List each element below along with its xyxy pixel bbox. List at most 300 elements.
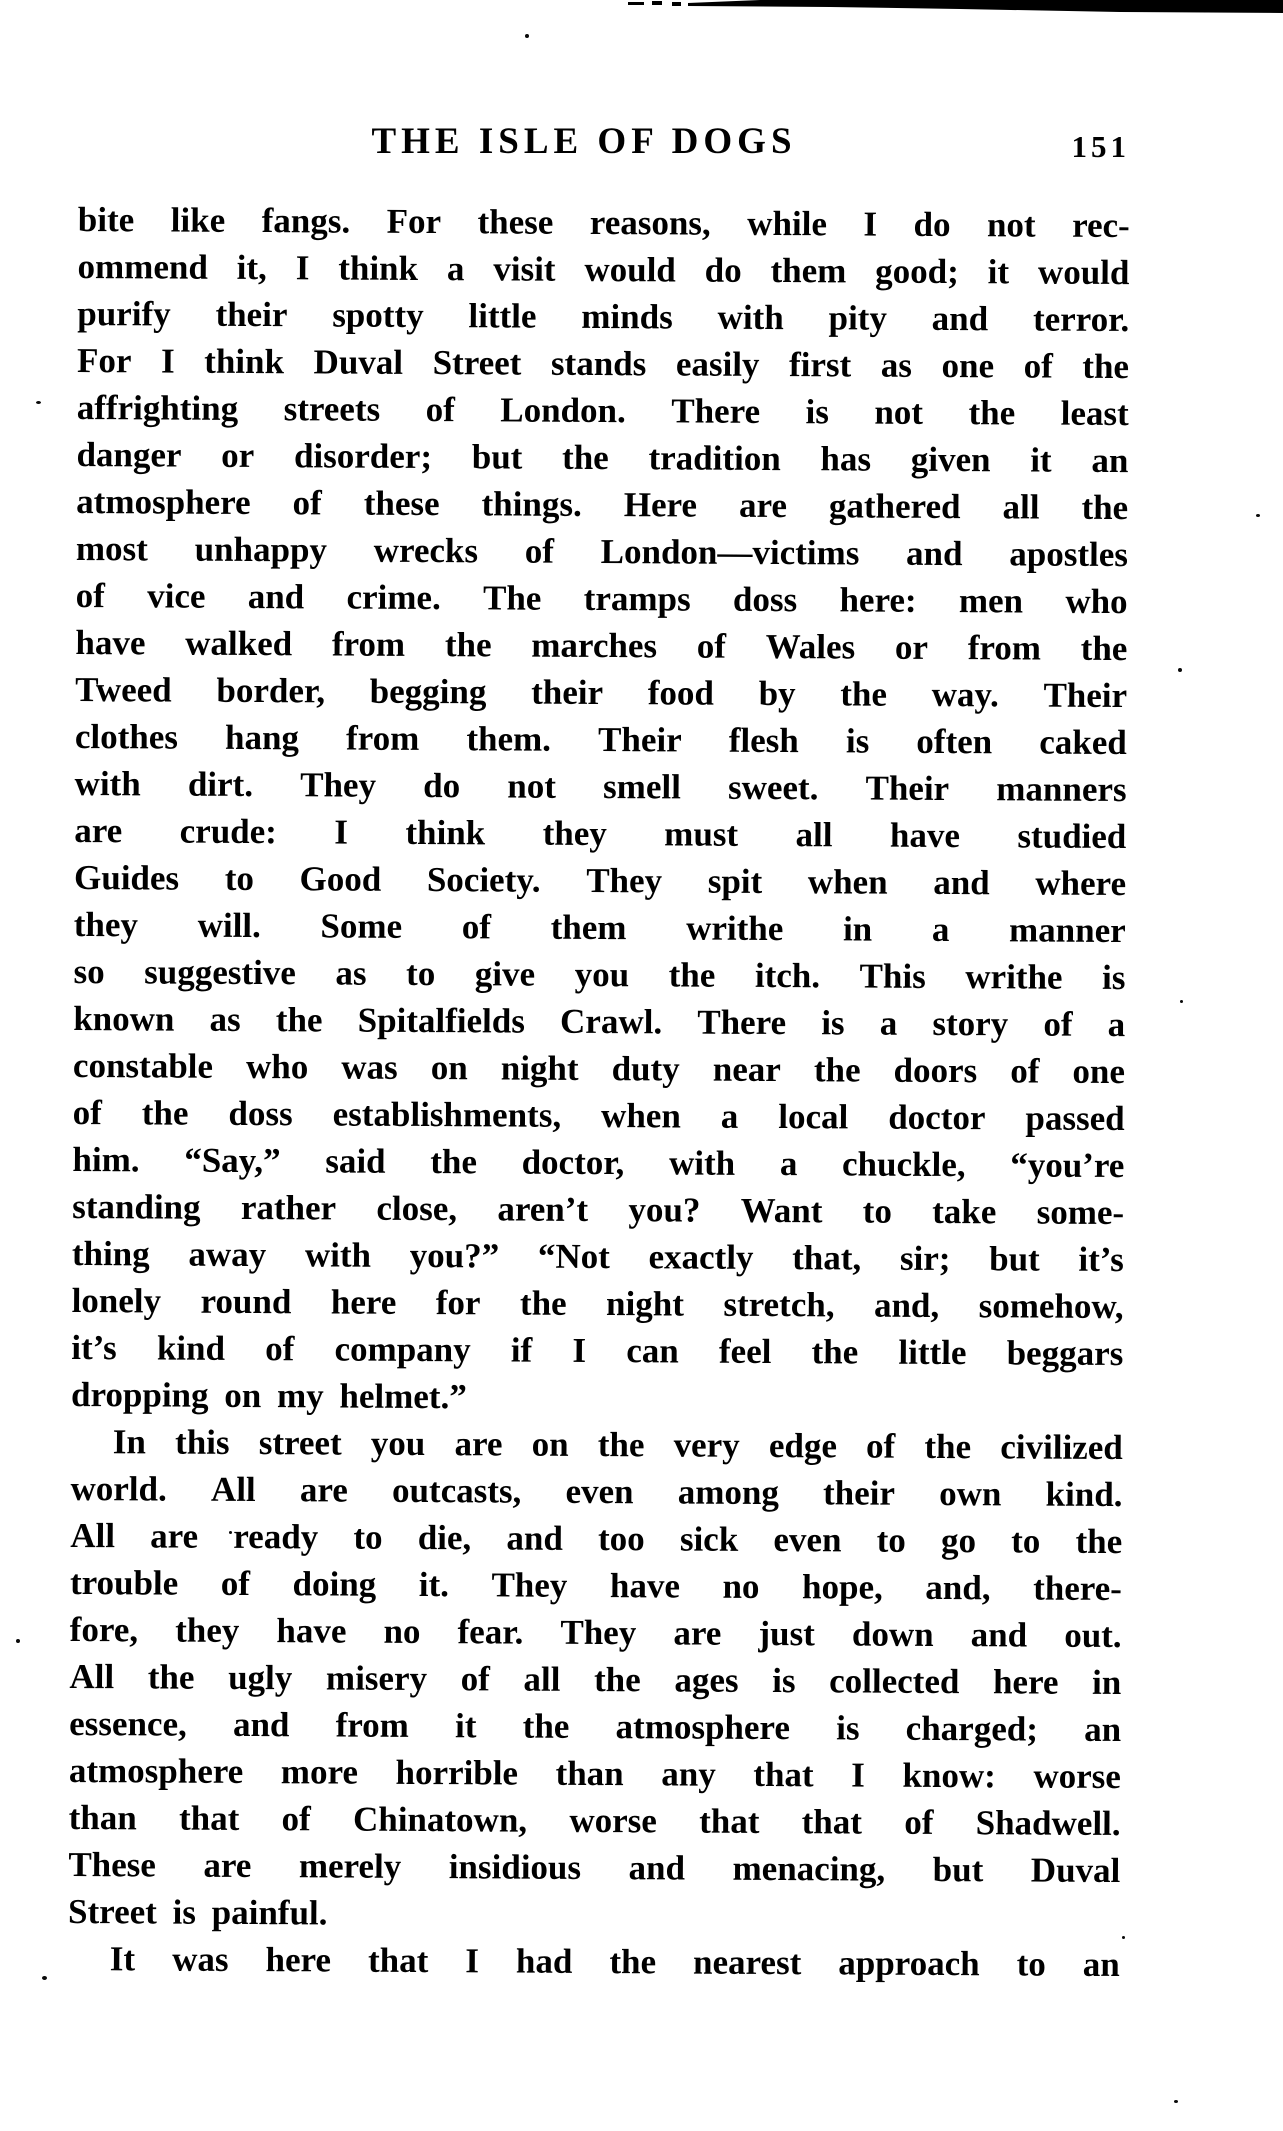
word: suggestive [144, 952, 296, 993]
word: charged; [905, 1708, 1039, 1749]
word: somehow, [978, 1286, 1124, 1327]
word: down [851, 1614, 934, 1654]
word: them [770, 250, 847, 291]
word: crime. [346, 577, 441, 618]
word: Duval [313, 342, 404, 382]
body-line [72, 1277, 1124, 1330]
word: must [664, 814, 739, 854]
word: one [1072, 1051, 1126, 1092]
word: you? [628, 1190, 701, 1230]
word: in [1092, 1662, 1122, 1703]
word: think [338, 248, 419, 288]
body-line [78, 196, 1130, 249]
word: are [203, 1845, 252, 1886]
word: do [704, 250, 742, 290]
word: that [367, 1940, 429, 1981]
word: can [626, 1331, 679, 1371]
word: it [987, 252, 1010, 292]
word: it [455, 1706, 477, 1746]
word: the [430, 1142, 478, 1182]
word: All [210, 1469, 256, 1510]
word: not [986, 205, 1036, 245]
word: than [555, 1753, 624, 1794]
word: but [932, 1849, 984, 1890]
word: is [1101, 957, 1126, 998]
word: out. [1064, 1615, 1122, 1656]
word: know: [902, 1755, 996, 1796]
word: Their [1043, 675, 1128, 716]
word: story [932, 1003, 1009, 1044]
word: from [335, 1705, 410, 1745]
word: disorder; [293, 436, 433, 477]
word: would [584, 249, 676, 290]
word: than [68, 1797, 137, 1838]
word: on [531, 1424, 569, 1464]
word: the [597, 1425, 645, 1465]
word: manner [1008, 910, 1126, 951]
word: of [265, 1329, 295, 1369]
word: kind [156, 1328, 226, 1368]
word: crude: [179, 811, 278, 852]
word: all [523, 1659, 561, 1699]
word: way. [931, 674, 999, 715]
word: among [677, 1472, 780, 1513]
word: on [430, 1048, 468, 1088]
body-line [71, 1418, 1123, 1471]
word: who [245, 1046, 309, 1087]
word: have [609, 1566, 681, 1606]
body-line [77, 243, 1129, 296]
word: any [661, 1754, 716, 1794]
word: the [924, 1426, 972, 1467]
word: a [1107, 1004, 1126, 1045]
word: border, [216, 670, 326, 711]
word: atmosphere [68, 1750, 244, 1791]
word: the [1080, 628, 1128, 669]
word: the [1082, 346, 1130, 387]
word: For [386, 201, 442, 242]
word: worse [1033, 1756, 1122, 1797]
word: constable [72, 1045, 214, 1086]
word: that [699, 1801, 760, 1841]
word: are [738, 485, 788, 526]
word: from [967, 628, 1042, 668]
word: them [550, 907, 627, 948]
word: it [1030, 440, 1052, 480]
word: I [863, 204, 878, 244]
page-header [78, 120, 1130, 176]
word: with [74, 763, 141, 804]
word: Wales [765, 626, 856, 667]
word: stands [550, 343, 647, 384]
body-line [76, 525, 1128, 578]
body-line [68, 1935, 1120, 1988]
word: very [673, 1425, 740, 1465]
word: apostles [1009, 534, 1129, 575]
scan-speck [1180, 1000, 1183, 1003]
word: close, [376, 1188, 458, 1229]
word: with [717, 297, 784, 338]
body-line [75, 713, 1127, 766]
word: as [335, 953, 367, 993]
word: of [72, 1092, 102, 1133]
word: here [330, 1282, 397, 1322]
word: and [506, 1518, 563, 1558]
scan-artifact-top-streak [0, 0, 1283, 16]
word: tramps [583, 578, 691, 619]
scan-speck [1178, 668, 1182, 672]
word: near [712, 1049, 781, 1090]
body-line [69, 1747, 1121, 1800]
word: duty [611, 1049, 680, 1089]
word: these [477, 202, 554, 242]
word: little [468, 296, 537, 336]
word: have [75, 622, 146, 663]
scan-speck [36, 401, 41, 404]
word: the [811, 1332, 859, 1372]
word: is [772, 1661, 796, 1701]
word: the [519, 1283, 567, 1323]
word: ages [674, 1660, 739, 1700]
word: marches [531, 625, 658, 666]
body-line [75, 666, 1127, 719]
word: for [435, 1283, 481, 1323]
word: will. [197, 905, 261, 946]
word: All [69, 1656, 115, 1697]
word: horrible [395, 1752, 519, 1793]
word: I [851, 1755, 865, 1795]
word: do [913, 204, 951, 245]
word: menacing, [732, 1848, 886, 1889]
word: misery [325, 1658, 428, 1699]
word: are [673, 1613, 722, 1653]
word: hope, [801, 1567, 883, 1607]
word: one [941, 345, 995, 386]
word: of [524, 531, 555, 571]
word: you [574, 954, 630, 995]
word: or [894, 627, 929, 667]
word: a [879, 1003, 898, 1043]
word: of [425, 390, 455, 430]
word: merely [298, 1846, 402, 1886]
word: doors [893, 1050, 978, 1091]
word: spit [707, 861, 763, 901]
word: Crawl. [559, 1001, 663, 1042]
body-line [69, 1700, 1121, 1753]
word: worse [569, 1800, 657, 1841]
word: even [773, 1520, 842, 1560]
word: a [720, 1096, 739, 1136]
word: are [74, 810, 123, 851]
body-line [72, 1183, 1124, 1236]
word: wrecks [373, 530, 479, 571]
word: doctor, [521, 1142, 625, 1183]
word: their [822, 1473, 896, 1513]
word: Some [320, 906, 403, 946]
word: bite [77, 199, 135, 240]
word: but [471, 437, 523, 477]
running-title: THE ISLE OF DOGS [371, 121, 797, 162]
word: to [224, 858, 255, 899]
word: or [221, 435, 255, 476]
word: danger [76, 434, 182, 475]
word: die, [417, 1517, 472, 1558]
page-number: 151 [1071, 129, 1130, 164]
word: spotty [332, 295, 424, 335]
word: caked [1039, 722, 1127, 763]
word: kind. [1045, 1474, 1123, 1515]
word: that [801, 1802, 863, 1842]
word: studied [1017, 816, 1127, 857]
word: is [805, 392, 830, 432]
word: the [668, 955, 716, 995]
word: to [1011, 1521, 1041, 1561]
word: of [1010, 1051, 1040, 1091]
body-line [76, 431, 1128, 484]
word: doctor [888, 1097, 986, 1138]
word: terror. [1032, 299, 1130, 340]
word: There [671, 391, 761, 431]
word: a [779, 1144, 798, 1184]
word: a [446, 249, 465, 289]
word: London—victims [600, 532, 860, 573]
word: if [510, 1330, 533, 1370]
word: thing [71, 1233, 150, 1274]
word: own [939, 1473, 1002, 1514]
word: here [992, 1662, 1059, 1702]
word: this [174, 1422, 230, 1462]
word: approach [838, 1943, 980, 1984]
word: manners [996, 769, 1127, 810]
word: that [178, 1798, 240, 1838]
word: outcasts, [391, 1470, 522, 1511]
word: beggars [1006, 1333, 1124, 1374]
scan-speck [1122, 1936, 1125, 1939]
word: of [461, 907, 492, 947]
word: most [75, 528, 149, 569]
word: vice [147, 576, 206, 616]
word: sir; [899, 1238, 951, 1279]
word: aren’t [497, 1189, 589, 1229]
word: unhappy [194, 529, 328, 570]
word: to [1016, 1944, 1046, 1984]
word: have [889, 815, 961, 856]
word: are [299, 1470, 348, 1510]
word: Here [623, 485, 698, 525]
word: have [276, 1611, 347, 1651]
word: when [807, 862, 888, 902]
word: trouble [69, 1562, 179, 1603]
word: insidious [448, 1847, 582, 1887]
word: streets [283, 389, 381, 429]
word: from [331, 624, 406, 664]
word: their [531, 672, 604, 713]
word: of [904, 1802, 934, 1842]
word: first [788, 345, 852, 385]
word: the [840, 674, 888, 714]
word: They [300, 765, 377, 805]
word: of [292, 483, 322, 523]
word: Spitalfields [357, 1000, 526, 1041]
word: world. [70, 1468, 167, 1509]
word: writhe [965, 957, 1063, 997]
word: that, [792, 1238, 862, 1278]
word: walked [185, 623, 293, 664]
body-line [73, 1042, 1125, 1095]
word: round [200, 1281, 292, 1322]
word: has [820, 439, 872, 479]
word: the [1075, 1521, 1123, 1562]
word: and [906, 533, 963, 574]
word: exactly [648, 1237, 754, 1277]
word: collected [829, 1661, 960, 1702]
word: Guides [73, 857, 180, 898]
word: the [968, 393, 1016, 433]
word: is [836, 1708, 860, 1748]
word: while [747, 203, 828, 244]
word: when [601, 1096, 681, 1136]
word: ommend [77, 246, 208, 287]
word: they [73, 904, 139, 945]
word: and [247, 576, 305, 617]
word: to [876, 1520, 906, 1560]
word: that [753, 1754, 814, 1795]
word: I [295, 248, 310, 288]
word: had [515, 1941, 573, 1981]
word: all [795, 815, 833, 855]
word: pity [828, 298, 888, 338]
body-line [69, 1653, 1121, 1706]
scan-speck [16, 1639, 20, 1643]
word: by [758, 673, 796, 714]
word: an [1082, 1944, 1120, 1985]
word: Tweed [75, 669, 172, 710]
word: gathered [828, 486, 961, 527]
word: would [1037, 252, 1130, 293]
word: things. [481, 484, 582, 524]
word: the [141, 1093, 189, 1133]
word: given [910, 439, 991, 480]
word: and, [873, 1285, 940, 1325]
scan-speck [42, 1976, 47, 1980]
body-line [70, 1606, 1122, 1659]
word: was [341, 1047, 398, 1087]
word: atmosphere [76, 481, 251, 522]
word: “you’re [1010, 1145, 1125, 1186]
word: often [916, 721, 993, 762]
body-line [70, 1465, 1122, 1518]
word: no [383, 1611, 421, 1651]
word: chuckle, [841, 1144, 966, 1185]
word: too [597, 1519, 645, 1559]
word: was [172, 1939, 229, 1979]
word: London. [500, 390, 626, 431]
word: more [280, 1752, 359, 1792]
word: rather [240, 1187, 337, 1228]
body-line [72, 1136, 1124, 1189]
word: the [444, 625, 492, 665]
word: establishments, [332, 1094, 562, 1135]
word: feel [718, 1331, 772, 1372]
word: hang [224, 717, 300, 758]
word: here: [839, 580, 917, 620]
word: Their [597, 720, 682, 760]
word: and [931, 298, 989, 339]
word: Duval [1030, 1850, 1121, 1891]
word: as [209, 999, 241, 1039]
body-line [74, 901, 1126, 954]
word: and [232, 1704, 290, 1745]
word: stretch, [723, 1284, 835, 1325]
word: these [363, 483, 440, 524]
body-line [70, 1512, 1122, 1565]
word: doss [228, 1093, 293, 1134]
body-line [76, 572, 1128, 625]
word: company [334, 1329, 471, 1370]
body-line [76, 478, 1128, 531]
word: essence, [69, 1703, 187, 1744]
word: think [204, 341, 285, 382]
body-line [74, 760, 1126, 813]
word: of [220, 1563, 251, 1604]
word: Shadwell. [975, 1803, 1121, 1844]
body-text [68, 196, 1130, 1988]
word: to [862, 1191, 893, 1231]
body-line [73, 948, 1125, 1001]
word: of [1043, 1004, 1073, 1044]
word: ready [233, 1516, 319, 1557]
word: are [150, 1516, 199, 1556]
word: dirt. [187, 764, 254, 805]
word: they [175, 1610, 240, 1650]
word: are [454, 1424, 503, 1464]
body-line: Street is painful. [68, 1891, 328, 1933]
word: It [109, 1939, 136, 1979]
body-line [74, 854, 1126, 907]
word: of [281, 1799, 311, 1839]
word: known [73, 998, 175, 1039]
word: good; [875, 251, 959, 292]
word: doing [292, 1564, 377, 1604]
word: is [821, 1003, 845, 1043]
word: it. [418, 1564, 450, 1605]
word: of [696, 626, 727, 666]
word: of [866, 1426, 896, 1466]
word: little [898, 1332, 967, 1373]
word: In [112, 1422, 147, 1462]
word: edge [768, 1426, 838, 1466]
word: all [1002, 487, 1040, 527]
word: the [609, 1942, 657, 1982]
word: street [258, 1423, 342, 1463]
word: men [958, 581, 1024, 621]
word: them. [466, 719, 552, 759]
scan-speck [229, 1531, 232, 1534]
body-line [69, 1794, 1121, 1847]
word: sweet. [727, 767, 819, 808]
word: fear. [457, 1612, 524, 1652]
body-line [74, 807, 1126, 860]
body-line [75, 619, 1127, 672]
word: the [593, 1659, 641, 1700]
scan-speck [525, 34, 529, 38]
word: and, [925, 1567, 991, 1608]
body-line [77, 290, 1129, 343]
word: The [482, 578, 542, 618]
word: away [188, 1234, 267, 1275]
word: here [265, 1940, 332, 1980]
word: and [628, 1848, 686, 1888]
